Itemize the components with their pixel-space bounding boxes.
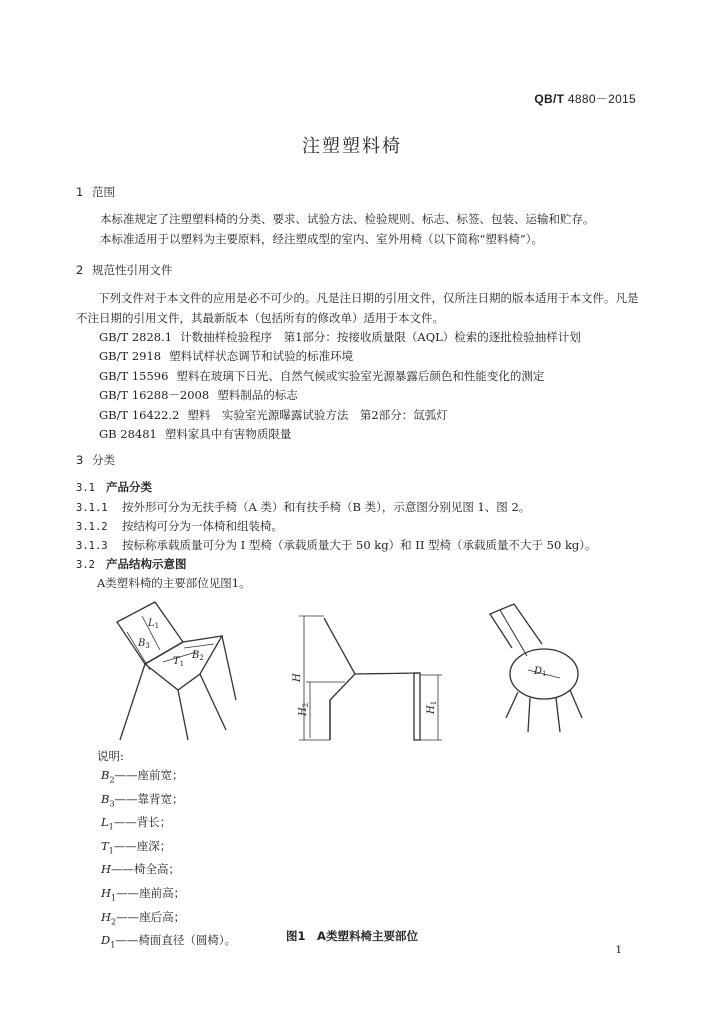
legend-desc: ——座深； [113,838,172,853]
reference-title: 塑料制品的标志 [217,388,298,403]
reference-code: GB/T 16422.2 [99,407,180,422]
reference-item [99,367,581,386]
legend-symbol: $H_1$ [101,885,117,903]
chair-leg [506,692,518,718]
clause-number: 3.1.2 [76,521,108,533]
clause-item [76,518,283,534]
figure-intro: A类塑料椅的主要部位见图1。 [97,576,251,590]
chair-back-profile [324,618,355,740]
section-3-2-heading [76,556,187,572]
standard-number: 4880－2015 [567,92,636,106]
legend-symbol: $T_1$ [101,838,114,856]
section-number: 1 [76,185,84,199]
clause-item [76,499,530,515]
section-title: 产品分类 [106,480,152,494]
section-number: 3.1 [76,482,95,494]
document-title: 注塑塑料椅 [302,136,402,157]
paragraph: 本标准规定了注塑塑料椅的分类、要求、试验方法、检验规则、标志、标签、包装、运输和贮存。 [100,212,595,226]
chair-seat-profile [355,673,420,674]
reference-code: GB 28481 [99,427,157,442]
paragraph: 本标准适用于以塑料为主要原料，经注塑成型的室内、室外用椅（以下简称“塑料椅”）。 [100,231,544,246]
reference-code: GB/T 16288－2008 [99,388,210,403]
chair-leg [200,674,226,730]
legend-item [97,790,236,814]
legend-desc: ——座后高； [116,909,186,924]
chair-side-view [299,616,442,740]
legend-desc: ——靠背宽； [114,791,184,806]
reference-list [99,328,581,444]
section-number: 3 [76,453,84,467]
label-H: H [292,673,303,682]
reference-item [99,386,581,405]
legend-symbol: $B_3$ [101,791,115,808]
clause-item [76,537,597,553]
clause-text: 按外形可分为无扶手椅（A 类）和有扶手椅（B 类），示意图分别见图 1、图 2。 [122,500,531,514]
chair-backrest [490,604,542,648]
legend-desc: ——椅全高； [111,862,181,877]
section-3-1-heading [76,479,152,495]
label-T1: $T_1$ [173,656,185,668]
reference-code: GB/T 2828.1 [99,330,173,344]
legend-symbol: $L_1$ [101,815,114,832]
standard-prefix: QB/T [534,92,565,106]
section-number: 3.2 [76,559,95,571]
chair-perspective [117,602,236,740]
chair-leg [528,698,530,732]
section-2-heading [76,262,173,278]
chair-front-leg [414,673,420,740]
legend-item [97,813,236,837]
reference-title: 塑料 实验室光源曝露试验方法 第2部分：氙弧灯 [187,407,448,422]
legend-item [97,860,236,884]
legend-desc: ——背长； [113,815,172,830]
legend-symbol: $H_2$ [101,909,117,926]
reference-code: GB/T 2918 [99,349,162,364]
legend-desc: ——座前高； [116,885,186,900]
legend-desc: ——座前宽； [114,768,184,782]
reference-title: 计数抽样检验程序 第1部分：按接收质量限（AQL）检索的逐批检验抽样计划 [180,330,581,344]
section-title: 分类 [92,453,115,467]
chair-backrest [117,602,183,664]
chair-leg [570,690,582,718]
paragraph: 下列文件对于本文件的应用是必不可少的。凡是注日期的引用文件，仅所注日期的版本适用于本文件。凡是不注日期的引用文件，其最新版本（包括所有的修改单）适用于本文件。 [76,291,639,325]
label-L1: $L_1$ [148,618,160,630]
reference-code: GB/T 15596 [99,368,169,383]
figure-caption: 图1 A类塑料椅主要部位 [286,929,418,943]
legend-item [97,766,236,790]
reference-title: 塑料在玻璃下日光、自然气候或实验室光源暴露后颜色和性能变化的测定 [176,368,545,383]
section-1-body [78,210,638,249]
legend-desc: ——椅面直径（圆椅）。 [115,933,237,948]
reference-item [99,406,581,425]
standard-code [534,90,636,107]
clause-text: 按标称承载质量可分为 I 型椅（承载质量大于 50 kg）和 II 型椅（承载质量不大于 50 kg）。 [122,538,597,552]
clause-number: 3.1.1 [76,502,108,514]
clause-text: 按结构可分为一体椅和组装椅。 [122,519,283,533]
label-H1: $H_1$ [426,700,438,714]
label-B2: $B_2$ [192,650,204,662]
section-title: 范围 [92,185,115,199]
legend-symbol: H [101,862,112,877]
legend-title: 说明: [97,749,124,763]
chair-leg [222,636,236,700]
reference-title: 塑料家具中有害物质限量 [164,427,292,442]
figure-legend [97,746,236,955]
chair-leg [120,664,145,740]
reference-item [99,328,581,347]
section-title: 规范性引用文件 [92,263,173,277]
section-number: 2 [76,263,84,277]
legend-symbol: $B_2$ [101,768,115,785]
section-title: 产品结构示意图 [106,557,187,571]
chair-leg [556,698,560,732]
label-B3: $B_3$ [138,638,150,650]
dimension-line-B2 [184,644,214,648]
legend-item [97,884,236,908]
page-number: 1 [615,944,622,956]
legend-symbol: $D_1$ [101,933,116,950]
section-2-intro [76,289,642,328]
chair-leg [178,690,188,740]
legend-item [97,837,236,861]
label-D1: $D_1$ [534,666,547,678]
reference-item [99,425,581,444]
chair-diagram [0,590,704,750]
section-1-heading [76,184,115,200]
reference-title: 塑料试样状态调节和试验的标准环境 [169,349,354,364]
clause-number: 3.1.3 [76,540,108,552]
reference-item [99,347,581,366]
section-3-heading [76,452,115,468]
label-H2: $H_2$ [298,702,310,716]
